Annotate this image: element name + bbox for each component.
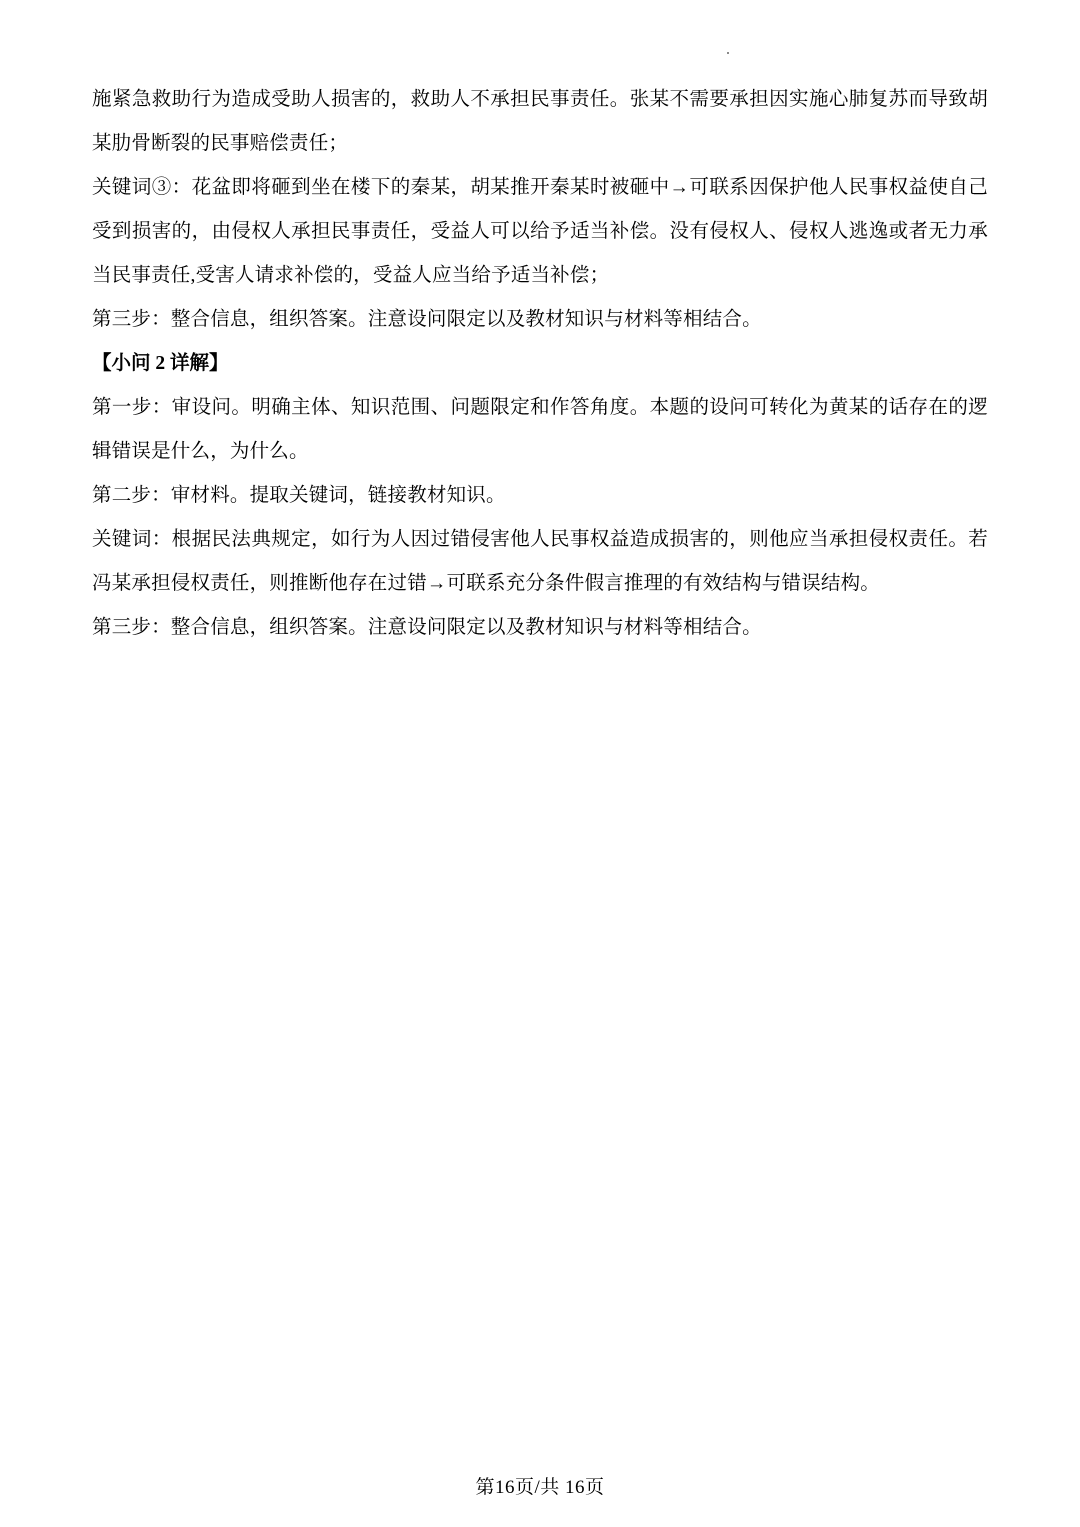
paragraph-continuation: 施紧急救助行为造成受助人损害的，救助人不承担民事责任。张某不需要承担因实施心肺复苏而导致胡某肋骨断裂的民事赔偿责任； [92,89,988,154]
section-heading-question-2: 【小问 2 详解】 [92,353,229,374]
document-body [92,78,988,650]
paragraph-step-three-first: 第三步：整合信息，组织答案。注意设问限定以及教材知识与材料等相结合。 [92,309,762,330]
paragraph-step-three-second: 第三步：整合信息，组织答案。注意设问限定以及教材知识与材料等相结合。 [92,617,762,638]
paragraph-keyword: 关键词：根据民法典规定，如行为人因过错侵害他人民事权益造成损害的，则他应当承担侵权责任。若冯某承担侵权责任，则推断他存在过错→可联系充分条件假言推理的有效结构与错误结构。 [92,529,988,594]
page-top-mark [727,52,729,54]
paragraph-step-one: 第一步：审设问。明确主体、知识范围、问题限定和作答角度。本题的设问可转化为黄某的话存在的逻辑错误是什么，为什么。 [92,397,988,462]
paragraph-keyword-3: 关键词③：花盆即将砸到坐在楼下的秦某，胡某推开秦某时被砸中→可联系因保护他人民事权益使自己受到损害的，由侵权人承担民事责任，受益人可以给予适当补偿。没有侵权人、侵权人逃逸或者无力承当民事责任,受害人请求补偿的，受益人应当给予适当补偿； [92,177,988,286]
page-footer: 第16页/共 16页 [475,1477,605,1498]
paragraph-step-two: 第二步：审材料。提取关键词，链接教材知识。 [92,485,506,506]
